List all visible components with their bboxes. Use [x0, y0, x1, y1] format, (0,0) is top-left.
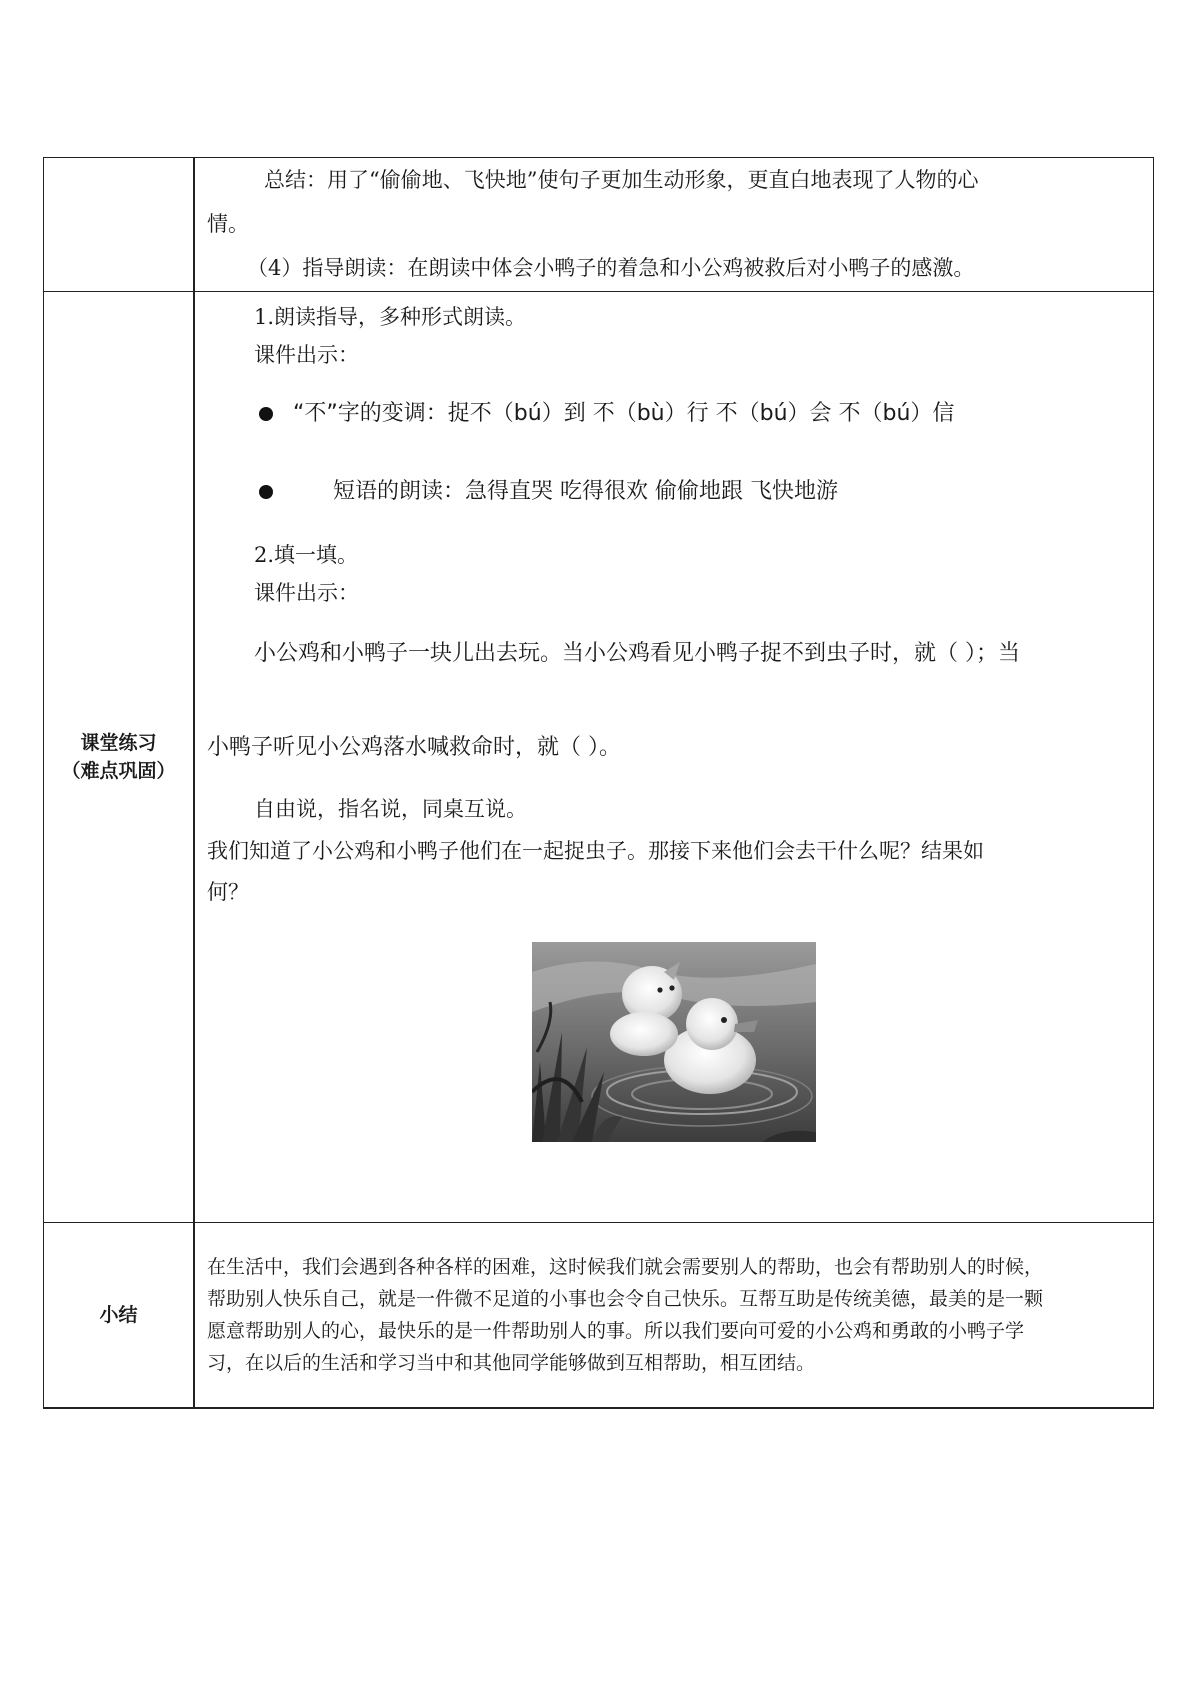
table-row [44, 1223, 1154, 1409]
section-label-practice-sub: （难点巩固） [61, 760, 176, 782]
table-row [44, 158, 1154, 292]
summary-paragraph-line-1: 在生活中，我们会遇到各种各样的困难，这时候我们就会需要别人的帮助，也会有帮助别人的时候， [207, 1256, 1044, 1278]
bullet-dot-icon [259, 485, 273, 499]
courseware-label: 课件出示： [254, 343, 359, 367]
lesson-table [43, 157, 1154, 1409]
bullet-tone-change [207, 394, 1141, 434]
summary-paragraph-line-2: 帮助别人快乐自己，就是一件微不足道的小事也会令自己快乐。互帮互助是传统美德，最美的是一颗 [207, 1288, 1044, 1310]
fill-sentence-1: 小公鸡和小鸭子一块儿出去玩。当小公鸡看见小鸭子捉不到虫子时，就（ ）；当 [254, 641, 1020, 666]
question-line-1: 我们知道了小公鸡和小鸭子他们在一起捉虫子。那接下来他们会去干什么呢？结果如 [207, 839, 984, 863]
section-label-summary: 小结 [99, 1304, 138, 1326]
bullet-dot-icon [259, 407, 273, 421]
duck-chick-illustration [532, 942, 816, 1142]
question-line-2: 何？ [207, 880, 249, 904]
section-label-practice: 课堂练习 [80, 732, 157, 754]
fill-sentence-2: 小鸭子听见小公鸡落水喊救命时，就（ ）。 [207, 735, 621, 760]
table-row [44, 292, 1154, 1223]
bullet-phrase-reading [207, 472, 1141, 512]
phrase-reading-text: 短语的朗读：急得直哭 吃得很欢 偷偷地跟 飞快地游 [333, 479, 838, 504]
row1-label-cell [44, 158, 195, 292]
summary-line: 总结：用了“偷偷地、飞快地”使句子更加生动形象，更直白地表现了人物的心 [264, 168, 979, 192]
summary-paragraph-line-4: 习，在以后的生活和学习当中和其他同学能够做到互相帮助，相互团结。 [207, 1352, 816, 1374]
row1-content-cell [194, 158, 1154, 292]
courseware-label: 课件出示： [254, 581, 359, 605]
fill-instruction: 2.填一填。 [254, 543, 359, 567]
reading-instruction: 1.朗读指导，多种形式朗读。 [254, 305, 527, 329]
row3-label-cell [44, 1223, 195, 1409]
free-say-instruction: 自由说，指名说，同桌互说。 [254, 797, 527, 821]
row3-content-cell [194, 1223, 1154, 1409]
summary-continuation: 情。 [207, 212, 249, 236]
reading-guide: （4）指导朗读：在朗读中体会小鸭子的着急和小公鸡被救后对小鸭子的感激。 [247, 256, 975, 280]
row2-label-cell [44, 292, 195, 1223]
summary-paragraph-line-3: 愿意帮助别人的心，最快乐的是一件帮助别人的事。所以我们要向可爱的小公鸡和勇敢的小鸭子学 [207, 1320, 1025, 1342]
tone-change-text: “不”字的变调：捉不（bú）到 不（bù）行 不（bú）会 不（bú）信 [293, 401, 955, 426]
row2-content-cell [194, 292, 1154, 1223]
